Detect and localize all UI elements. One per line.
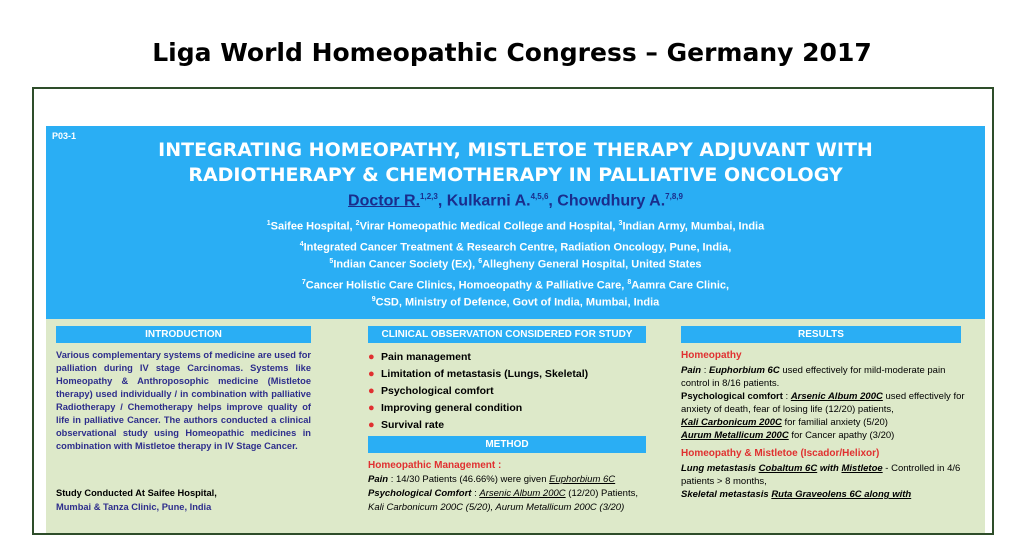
method-text: : 14/30 Patients (46.66%) were given	[388, 474, 550, 485]
results-subheading: Homeopathy & Mistletoe (Iscador/Helixor)	[681, 448, 880, 459]
list-item-text: Improving general condition	[381, 402, 523, 414]
method-text: (12/20) Patients,	[565, 488, 638, 499]
results-paragraph	[681, 416, 971, 429]
results-paragraph	[681, 462, 971, 488]
list-item-text: Pain management	[381, 351, 471, 363]
results-text: - Controlled in 4/6 patients > 8 months,	[681, 463, 961, 487]
method-subheading: Homeopathic Management :	[368, 460, 502, 471]
medicine-name: Ruta Graveolens 6C along with	[771, 489, 912, 500]
affiliation-line	[46, 296, 985, 309]
list-item	[368, 417, 588, 434]
author-superscript: 1,2,3	[420, 192, 438, 201]
bullet-icon: ●	[368, 402, 375, 414]
introduction-text: Various complementary systems of medicine are used for palliation during IV stage Carcinomas. Systems like Homeopathy & Anthroposophic medicine (Mistletoe therapy) used individually / in combination with palliative Radiotherapy / Chemotherapy helps improve quality of life in palliative Cancer. The authors conducted a clinical observational study using Homeopathic medicines in combination with Mistletoe therapy in IV Stage Cancer.	[56, 350, 311, 451]
list-item-text: Limitation of metastasis (Lungs, Skeletal)	[381, 368, 589, 380]
bullet-icon: ●	[368, 419, 375, 431]
poster	[32, 87, 994, 535]
affiliation-line	[46, 220, 985, 233]
results-subheading: Homeopathy	[681, 350, 742, 361]
results-label: Lung metastasis	[681, 463, 756, 474]
aff-text: Aamra Care Clinic,	[631, 279, 730, 292]
clinical-observation-heading: CLINICAL OBSERVATION CONSIDERED FOR STUDY	[368, 326, 646, 343]
study-location-label: Study Conducted At Saifee Hospital,	[56, 488, 217, 498]
medicine-name: Arsenic Album 200C	[790, 391, 883, 402]
method-text: Kali Carbonicum 200C (5/20), Aurum Metallicum 200C (3/20)	[368, 502, 625, 513]
results-text: with	[817, 463, 842, 474]
aff-sup: 9	[371, 296, 376, 303]
aff-sup: 4	[299, 241, 304, 248]
list-item	[368, 349, 588, 366]
bullet-icon: ●	[368, 385, 375, 397]
results-paragraph	[681, 429, 971, 442]
aff-text: Cancer Holistic Care Clinics, Homoeopathy & Palliative Care,	[305, 279, 628, 292]
results-label: Psychological comfort	[681, 391, 783, 402]
aff-sup: 8	[627, 279, 632, 286]
aff-sup: 2	[355, 220, 360, 227]
author-name: Doctor R.	[348, 192, 421, 210]
affiliation-line	[46, 279, 985, 292]
results-label: Pain	[681, 365, 702, 376]
method-label: Psychological Comfort	[368, 488, 472, 499]
poster-header	[46, 126, 985, 319]
aff-sup: 5	[329, 258, 334, 265]
medicine-name: Mistletoe	[841, 463, 883, 474]
results-paragraph: Psychological comfort : Arsenic Album 200C used effectively for anxiety of death, fear of losing life (12/20) patients,	[681, 391, 965, 415]
list-item	[368, 366, 588, 383]
method-line	[368, 474, 615, 485]
author-superscript: 4,5,6	[530, 192, 549, 201]
affiliation-line	[46, 241, 985, 254]
medicine-name: Cobaltum 6C	[758, 463, 818, 474]
bullet-icon: ●	[368, 368, 375, 380]
aff-text: Allegheny General Hospital, United States	[482, 258, 702, 271]
list-item	[368, 400, 588, 417]
medicine-name: Arsenic Album 200C	[479, 488, 566, 499]
medicine-name: Euphorbium 6C	[708, 365, 780, 376]
affiliation-line	[46, 258, 985, 271]
author-name: Chowdhury A.	[557, 192, 666, 210]
aff-text: Indian Army, Mumbai, India	[622, 220, 765, 233]
author-list: Doctor R.$^{1,2,3}$, Kulkarni A.$^{4,5,6}$, Chowdhury A.$^{7,8,9}$	[348, 192, 683, 210]
aff-text: CSD, Ministry of Defence, Govt of India, Mumbai, India	[375, 296, 660, 309]
results-text: used effectively for anxiety of death, fear of losing life (12/20) patients,	[681, 391, 965, 415]
poster-title-line-2: RADIOTHERAPY & CHEMOTHERAPY IN PALLIATIVE ONCOLOGY	[188, 164, 843, 186]
list-item	[368, 383, 588, 400]
aff-sup: 7	[301, 279, 306, 286]
medicine-name: Kali Carbonicum 200C	[681, 417, 782, 428]
results-text: for Cancer apathy (3/20)	[788, 430, 895, 441]
aff-sup: 1	[266, 220, 271, 227]
aff-text: Virar Homeopathic Medical College and Hospital,	[359, 220, 619, 233]
results-paragraph	[681, 488, 971, 501]
poster-code: P03-1	[52, 131, 77, 141]
list-item-text: Psychological comfort	[381, 385, 494, 397]
medicine-name: Aurum Metallicum 200C	[681, 430, 789, 441]
results-content	[681, 349, 971, 501]
method-heading: METHOD	[368, 436, 646, 453]
method-label: Pain	[368, 474, 389, 485]
introduction-heading: INTRODUCTION	[56, 326, 311, 343]
list-item-text: Survival rate	[381, 419, 445, 431]
method-text: :	[471, 488, 480, 499]
author-superscript: 7,8,9	[665, 192, 683, 201]
bullet-icon: ●	[368, 351, 375, 363]
slide-title: Liga World Homeopathic Congress – Germany 2017	[152, 38, 872, 67]
method-line	[368, 488, 638, 499]
aff-sup: 6	[478, 258, 483, 265]
medicine-name: Euphorbium 6C	[549, 474, 616, 485]
results-label: Skeletal metastasis	[681, 489, 769, 500]
study-location-cont: Mumbai & Tanza Clinic, Pune, India	[56, 502, 212, 512]
results-paragraph: Pain : Euphorbium 6C used effectively for mild-moderate pain control in 8/16 patients.	[681, 365, 946, 389]
method-line	[368, 502, 624, 513]
author-name: Kulkarni A.	[446, 192, 531, 210]
aff-text: Integrated Cancer Treatment & Research Centre, Radiation Oncology, Pune, India,	[303, 241, 732, 254]
results-heading: RESULTS	[681, 326, 961, 343]
poster-title-line-1: INTEGRATING HOMEOPATHY, MISTLETOE THERAPY ADJUVANT WITH	[158, 139, 873, 161]
aff-text: Saifee Hospital,	[270, 220, 356, 233]
aff-sup: 3	[618, 220, 623, 227]
results-text: for familial anxiety (5/20)	[781, 417, 888, 428]
results-text: used effectively for mild-moderate pain control in 8/16 patients.	[681, 365, 946, 389]
clinical-observation-list	[368, 349, 588, 434]
aff-text: Indian Cancer Society (Ex),	[333, 258, 479, 271]
